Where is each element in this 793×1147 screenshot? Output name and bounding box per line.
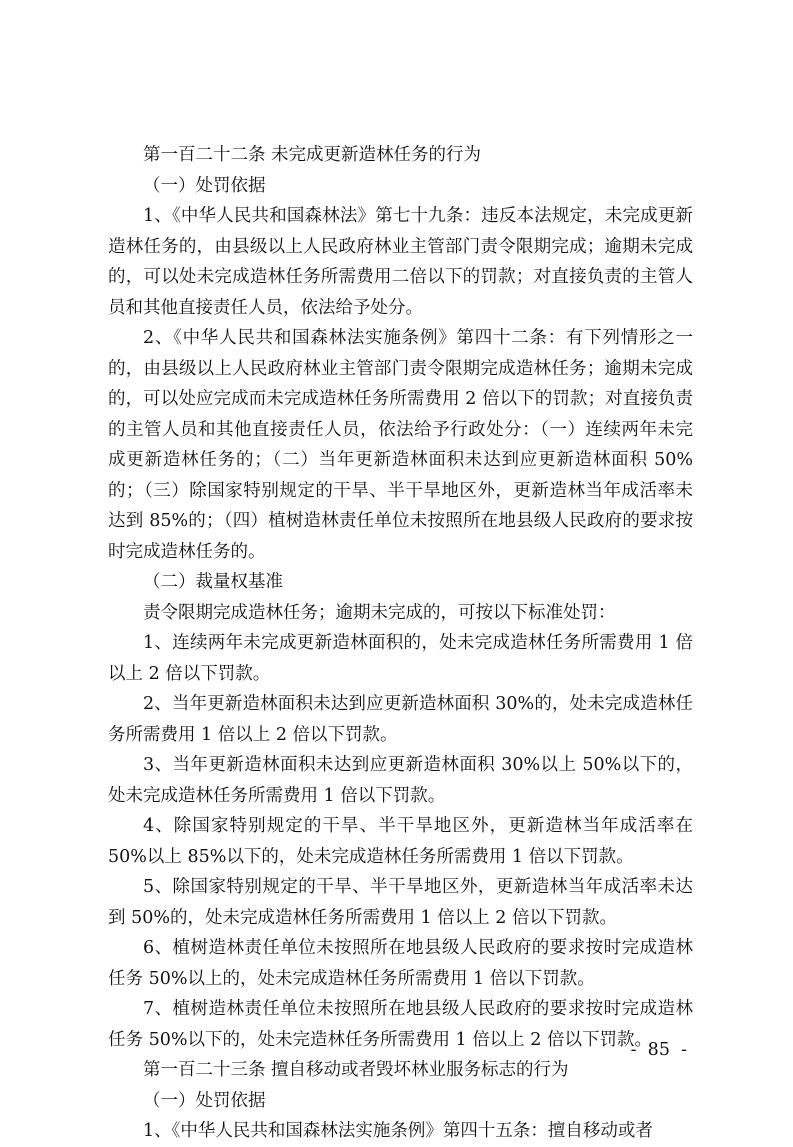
paragraph: 2、《中华人民共和国森林法实施条例》第四十二条：有下列情形之一的，由县级以上人民政府林业主管部门责令限期完成造林任务；逾期未完成的，可以处应完成而未完成造林任务所需费用 2 倍以下的罚款；对直接负责的主管人员和其他直接责任人员，依法给予行政处分：（一）连续两年未完成更新造林任务的；（二）当年更新造林面积未达到应更新造林面积 50%的；（三）除国家特别规定的干旱、半干旱地区外，更新造林当年成活率未达到 85%的；（四）植树造林责任单位未按照所在地县级人民政府的要求按时完成造林任务的。 (108, 328, 693, 562)
document-page (108, 140, 693, 1147)
paragraph: 1、《中华人民共和国森林法》第七十九条：违反本法规定，未完成更新造林任务的，由县级以上人民政府林业主管部门责令限期完成；逾期未完成的，可以处未完成造林任务所需费用二倍以下的罚款；对直接负责的主管人员和其他直接责任人员，依法给予处分。 (108, 206, 693, 318)
paragraph: 责令限期完成造林任务；逾期未完成的，可按以下标准处罚： (143, 602, 616, 623)
article-122-title: 第一百二十二条 未完成更新造林任务的行为 (143, 145, 482, 165)
paragraph: 2、当年更新造林面积未达到应更新造林面积 30%的，处未完成造林任务所需费用 1 倍以上 2 倍以下罚款。 (108, 694, 693, 745)
paragraph: 3、当年更新造林面积未达到应更新造林面积 30%以上 50%以下的，处未完成造林任务所需费用 1 倍以下罚款。 (108, 755, 693, 806)
paragraph: 5、除国家特别规定的干旱、半干旱地区外，更新造林当年成活率未达到 50%的，处未完成造林任务所需费用 1 倍以上 2 倍以下罚款。 (108, 877, 693, 928)
section-discretion-standard: （二）裁量权基准 (143, 572, 283, 592)
article-123-title: 第一百二十三条 擅自移动或者毁坏林业服务标志的行为 (143, 1060, 569, 1080)
paragraph: 1、《中华人民共和国森林法实施条例》第四十五条：擅自移动或者 (143, 1121, 653, 1141)
section-penalty-basis: （一）处罚依据 (143, 1090, 266, 1111)
paragraph: 1、连续两年未完成更新造林面积的，处未完成造林任务所需费用 1 倍以上 2 倍以下罚款。 (108, 633, 693, 684)
paragraph: 4、除国家特别规定的干旱、半干旱地区外，更新造林当年成活率在 50%以上 85%以下的，处未完成造林任务所需费用 1 倍以下罚款。 (108, 816, 693, 867)
paragraph: 7、植树造林责任单位未按照所在地县级人民政府的要求按时完成造林任务 50%以下的，处未完造林任务所需费用 1 倍以上 2 倍以下罚款。 (108, 999, 693, 1050)
page-number: - 85 - (630, 1040, 687, 1060)
paragraph: 6、植树造林责任单位未按照所在地县级人民政府的要求按时完成造林任务 50%以上的，处未完成造林任务所需费用 1 倍以下罚款。 (108, 938, 693, 989)
section-penalty-basis: （一）处罚依据 (143, 175, 266, 196)
